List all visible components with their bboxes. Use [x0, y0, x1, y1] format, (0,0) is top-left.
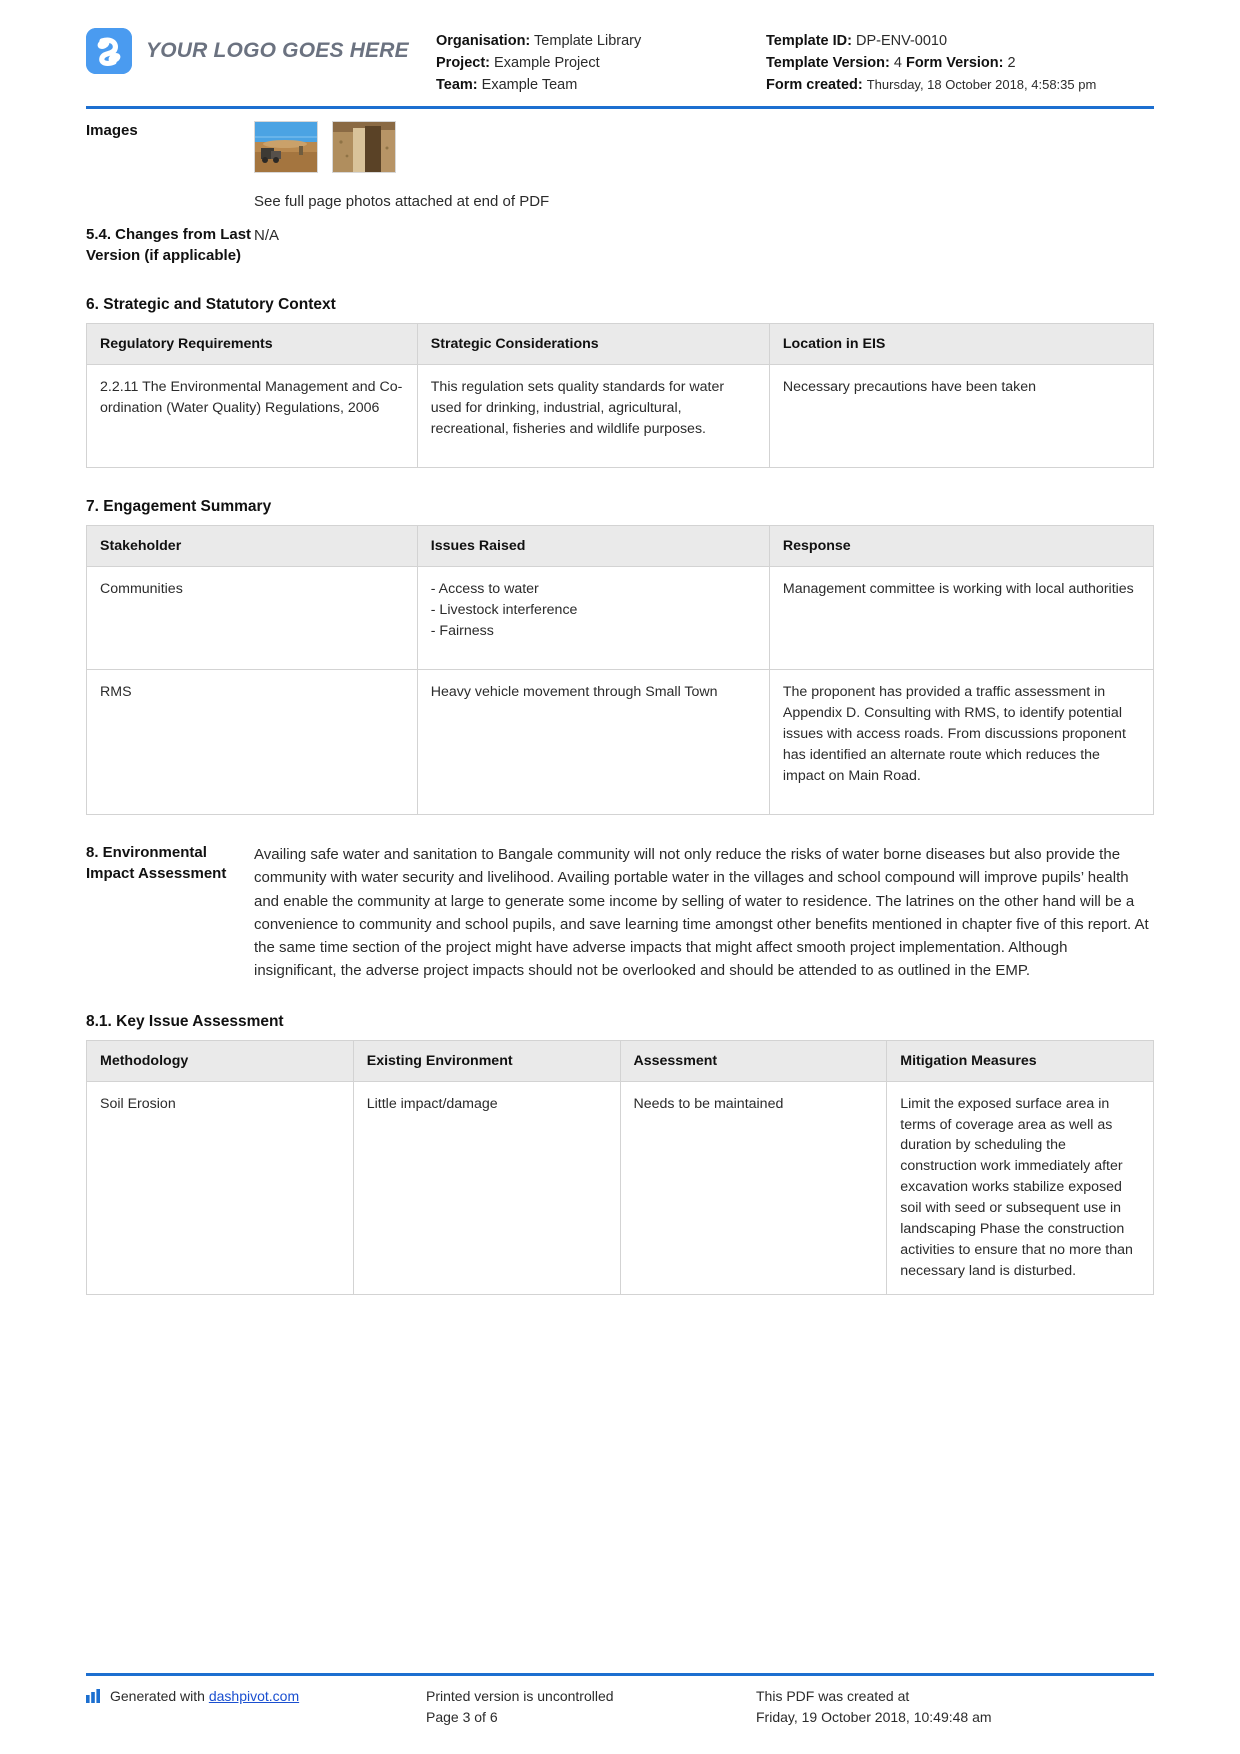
- cell-methodology: Soil Erosion: [87, 1081, 354, 1294]
- images-content: [254, 121, 1154, 213]
- form-created-line: [766, 74, 1154, 96]
- footer-generated-block: [86, 1686, 426, 1728]
- section-6-heading: 6. Strategic and Statutory Context: [86, 296, 336, 314]
- cell-location-in-eis: Necessary precautions have been taken: [769, 365, 1153, 468]
- template-id-label: Template ID:: [766, 33, 852, 49]
- project-value: Example Project: [494, 55, 600, 72]
- images-label: Images: [86, 122, 138, 140]
- footer-created-block: [756, 1686, 1154, 1728]
- footer-pdf-created-label: This PDF was created at: [756, 1688, 910, 1704]
- column-header-assessment: Assessment: [620, 1040, 887, 1081]
- cell-regulatory-requirement: 2.2.11 The Environmental Management and Co-ordination (Water Quality) Regulations, 2006: [87, 365, 418, 468]
- logo-block: [86, 18, 436, 74]
- image-thumbnail[interactable]: [332, 121, 396, 173]
- cell-stakeholder: Communities: [87, 567, 418, 670]
- cell-existing-environment: Little impact/damage: [353, 1081, 620, 1294]
- footer-print-block: [426, 1686, 756, 1728]
- footer-divider: [86, 1673, 1154, 1676]
- logo-text: YOUR LOGO GOES HERE: [146, 39, 409, 62]
- project-label: Project:: [436, 55, 490, 72]
- cell-mitigation-measures: Limit the exposed surface area in terms of coverage area as well as duration by scheduling the construction work immediately after excavation works stabilize exposed soil with seed or subsequent use in landscaping Phase the construction activities to ensure that no more than necessary land is disturbed.: [887, 1081, 1154, 1294]
- form-version-value: 2: [1007, 55, 1016, 72]
- column-header-existing-environment: Existing Environment: [353, 1040, 620, 1081]
- form-created-label: Form created:: [766, 77, 863, 94]
- section-8-label: 8. Environmental Impact Assessment: [86, 844, 227, 882]
- table-row: [87, 365, 1154, 468]
- organisation-label: Organisation:: [436, 33, 531, 49]
- column-header-location-in-eis: Location in EIS: [769, 324, 1153, 365]
- table-header-row: [87, 526, 1154, 567]
- cell-stakeholder: RMS: [87, 670, 418, 815]
- bar-chart-icon: [86, 1688, 102, 1709]
- organisation-value: Template Library: [534, 33, 642, 49]
- changes-label: 5.4. Changes from Last Version (if applicable): [86, 225, 252, 264]
- project-line: [436, 52, 766, 74]
- footer-generated-text: [110, 1686, 299, 1707]
- team-line: [436, 74, 766, 96]
- issue-line: - Access to water: [430, 581, 539, 598]
- footer-page-number: Page 3 of 6: [426, 1709, 498, 1725]
- section-7-heading: 7. Engagement Summary: [86, 498, 272, 516]
- table-row: [87, 567, 1154, 670]
- header-meta-right: [766, 18, 1154, 96]
- team-value: Example Team: [481, 77, 578, 94]
- footer-printed-notice: Printed version is uncontrolled: [426, 1688, 614, 1704]
- key-issue-assessment-table: [86, 1040, 1154, 1295]
- changes-row: [86, 213, 1154, 266]
- cell-assessment: Needs to be maintained: [620, 1081, 887, 1294]
- column-header-mitigation-measures: Mitigation Measures: [887, 1040, 1154, 1081]
- section-81-heading: 8.1. Key Issue Assessment: [86, 1012, 284, 1030]
- engagement-summary-table: [86, 525, 1154, 815]
- form-version-label: Form Version:: [905, 55, 1004, 72]
- section-8-row: [86, 843, 1154, 983]
- column-header-issues-raised: Issues Raised: [417, 526, 769, 567]
- issue-line: - Livestock interference: [430, 602, 578, 619]
- image-thumbnail-list: [254, 121, 1154, 173]
- images-row: [86, 109, 1154, 213]
- images-caption: See full page photos attached at end of PDF: [254, 193, 550, 211]
- form-created-value: Thursday, 18 October 2018, 4:58:35 pm: [866, 77, 1097, 93]
- cell-issues-raised: [417, 670, 769, 815]
- table-header-row: [87, 1040, 1154, 1081]
- cell-issues-raised: [417, 567, 769, 670]
- issue-line: - Fairness: [430, 622, 494, 639]
- document-header: [86, 18, 1154, 106]
- strategic-statutory-context-table: [86, 323, 1154, 468]
- table-header-row: [87, 324, 1154, 365]
- template-version-value: 4: [893, 55, 902, 72]
- image-thumbnail[interactable]: [254, 121, 318, 173]
- dashpivot-link[interactable]: dashpivot.com: [208, 1688, 300, 1704]
- footer-generated-prefix: Generated with: [110, 1688, 209, 1704]
- organisation-line: [436, 30, 766, 52]
- column-header-stakeholder: Stakeholder: [87, 526, 418, 567]
- document-footer: [86, 1673, 1154, 1728]
- cell-response: Management committee is working with local authorities: [769, 567, 1153, 670]
- template-version-label: Template Version:: [766, 55, 890, 72]
- company-logo-icon: [86, 28, 132, 74]
- version-line: [766, 52, 1154, 74]
- table-row: [87, 1081, 1154, 1294]
- template-id-value: DP-ENV-0010: [855, 33, 948, 49]
- column-header-regulatory-requirements: Regulatory Requirements: [87, 324, 418, 365]
- changes-value: N/A: [254, 226, 280, 244]
- column-header-response: Response: [769, 526, 1153, 567]
- table-row: [87, 670, 1154, 815]
- cell-response: The proponent has provided a traffic assessment in Appendix D. Consulting with RMS, to identify potential issues with access roads. From discussions proponent has identified an alternate route which reduces the impact on Main Road.: [769, 670, 1153, 815]
- footer-pdf-created-value: Friday, 19 October 2018, 10:49:48 am: [756, 1709, 992, 1725]
- column-header-strategic-considerations: Strategic Considerations: [417, 324, 769, 365]
- cell-strategic-consideration: This regulation sets quality standards for water used for drinking, industrial, agricultural, recreational, fisheries and wildlife purposes.: [417, 365, 769, 468]
- section-8-body: Availing safe water and sanitation to Bangale community will not only reduce the risks of water borne diseases but also provide the community with water security and livelihood. Availing portable water in the villages and school compound will improve pupils’ health and enable the community at large to generate some income by selling of water to residence. The latrines on the other hand will be a convenience to community and school pupils, and save learning time amongst other benefits mentioned in chapter five of this report. At the same time section of the project might have adverse impacts that might affect smooth project implementation. Although insignificant, the adverse project impacts should not be overlooked and should be attended to as outlined in the EMP.: [254, 846, 1149, 980]
- column-header-methodology: Methodology: [87, 1040, 354, 1081]
- template-id-line: [766, 30, 1154, 52]
- team-label: Team:: [436, 77, 478, 94]
- issue-line: Heavy vehicle movement through Small Town: [430, 684, 718, 701]
- header-meta-left: [436, 18, 766, 96]
